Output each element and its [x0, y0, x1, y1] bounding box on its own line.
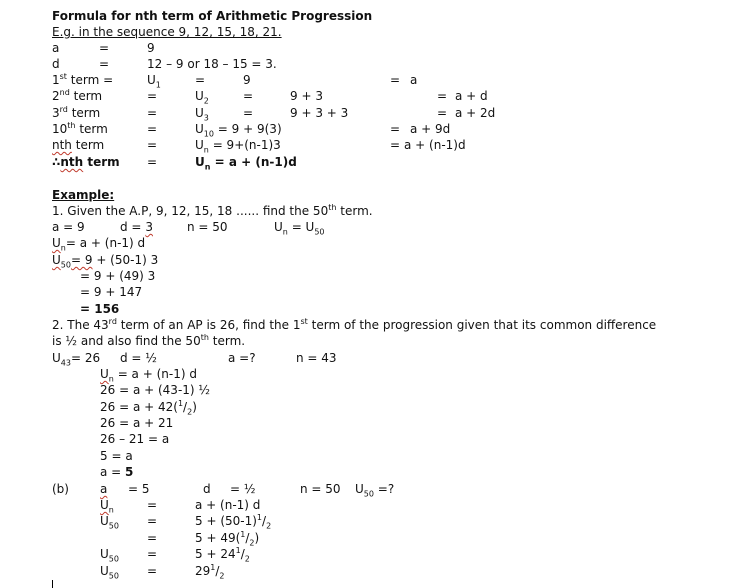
- row3-term: $U_1$: [147, 73, 161, 90]
- part-b-row4-eq: =: [147, 547, 158, 561]
- row8-label: ∴nth term: [52, 155, 120, 169]
- row2-equals: =: [99, 57, 110, 71]
- row2-value: 12 – 9 or 18 – 15 = 3.: [147, 57, 277, 71]
- row6-term: $U_{10} = 9 + 9(3)$: [195, 122, 282, 139]
- q2-step-2: 26 = a + (43-1) ½: [100, 383, 211, 397]
- row5-label: 3rd term: [52, 105, 101, 120]
- part-b-row5-label: $U_{50}$: [100, 564, 119, 581]
- part-b-row2-value: $5 + (50-1)^1/_2$: [195, 513, 272, 531]
- q2-a-value: a =?: [228, 351, 256, 365]
- row7-term: $U_n = 9+(n-1)3$: [195, 138, 281, 155]
- q2-step-4: 26 = a + 21: [100, 416, 174, 430]
- row5-equals: =: [147, 106, 158, 120]
- q2-step-3: $26 = a + 42(^1/_2)$: [100, 399, 197, 417]
- part-b-row1-value: a + (n-1) d: [195, 498, 261, 512]
- q2-d-value: d = ½: [120, 351, 157, 365]
- row3-equals: =: [195, 73, 206, 87]
- row4-value: 9 + 3: [290, 89, 323, 103]
- part-b-row4-value: $5 + 24^1/_2$: [195, 546, 250, 564]
- part-b-n: n = 50: [300, 482, 341, 496]
- part-b-row2-label: $U_{50}$: [100, 514, 119, 531]
- row8-equals: =: [147, 155, 158, 169]
- row7-equals: =: [147, 138, 158, 152]
- q2-step-7: a = 5: [100, 465, 134, 479]
- q1-step-4: = 9 + 147: [80, 285, 143, 299]
- part-b-d: d: [203, 482, 211, 496]
- row4-equals1: =: [243, 89, 254, 103]
- question-2-line1: 2. The 43rd term of an AP is 26, find the 1st term of the progression given that its common difference: [52, 317, 657, 332]
- row5-equals2: =: [437, 106, 448, 120]
- row3-value: 9: [243, 73, 251, 87]
- part-b-row4-label: $U_{50}$: [100, 547, 119, 564]
- example-sequence-line: E.g. in the sequence 9, 12, 15, 18, 21.: [52, 25, 282, 39]
- question-1: 1. Given the A.P, 9, 12, 15, 18 ...... find the 50th term.: [52, 203, 373, 218]
- part-b-row3-eq: =: [147, 531, 158, 545]
- row1-label: a: [52, 41, 60, 55]
- row6-equals2: =: [390, 122, 401, 136]
- row7-equals2: =: [390, 138, 401, 152]
- part-b-row2-eq: =: [147, 514, 158, 528]
- page-heading: Formula for nth term of Arithmetic Progression: [52, 9, 373, 23]
- row3-equals2: =: [390, 73, 401, 87]
- q2-step-6: 5 = a: [100, 449, 133, 463]
- row5-term: $U_3$: [195, 106, 209, 123]
- row3-label: 1st term =: [52, 72, 114, 87]
- row3-result: a: [410, 73, 418, 87]
- row4-equals2: =: [437, 89, 448, 103]
- row2-label: d: [52, 57, 60, 71]
- part-b-a: a: [100, 482, 108, 496]
- part-b-row5-eq: =: [147, 564, 158, 578]
- q1-step-3: = 9 + (49) 3: [80, 269, 156, 283]
- part-b-u50: $U_{50}$ =?: [355, 482, 395, 499]
- q2-u43-value: $U_{43}= 26$: [52, 351, 101, 368]
- row7-result: a + (n-1)d: [404, 138, 466, 152]
- row8-formula: $U_n = a + (n-1)d$: [195, 155, 297, 172]
- q2-step-1: $U_n = a + (n-1)$ d: [100, 367, 197, 384]
- q1-step-2: $U_{50}= 9 + (50-1)$ 3: [52, 253, 159, 270]
- part-b-row1-label: $U_n$: [100, 498, 114, 515]
- row4-equals: =: [147, 89, 158, 103]
- part-b-row1-eq: =: [147, 498, 158, 512]
- part-b-row5-value: $29^1/_2$: [195, 563, 225, 581]
- part-b-row3-value: $5 + 49(^1/_2)$: [195, 530, 260, 548]
- row6-label: 10th term: [52, 121, 108, 136]
- q1-a-value: a = 9: [52, 220, 85, 234]
- part-b-a-eq: = 5: [128, 482, 150, 496]
- row5-value: 9 + 3 + 3: [290, 106, 349, 120]
- q1-answer: = 156: [80, 302, 120, 316]
- row4-result: a + d: [455, 89, 488, 103]
- q1-n-value: n = 50: [187, 220, 228, 234]
- q1-step-1: $U_n= a + (n-1)$ d: [52, 236, 146, 253]
- part-b-label: (b): [52, 482, 69, 496]
- row5-equals1: =: [243, 106, 254, 120]
- row6-equals: =: [147, 122, 158, 136]
- row1-equals: =: [99, 41, 110, 55]
- q2-step-5: 26 – 21 = a: [100, 432, 170, 446]
- row4-term: $U_2$: [195, 89, 209, 106]
- row5-result: a + 2d: [455, 106, 496, 120]
- row1-value: 9: [147, 41, 155, 55]
- row4-label: 2nd term: [52, 88, 103, 103]
- question-2-line2: is ½ and also find the 50th term.: [52, 333, 246, 348]
- example-title: Example:: [52, 188, 115, 202]
- q1-u-value: $U_n = U_{50}$: [274, 220, 325, 237]
- row6-result: a + 9d: [410, 122, 451, 136]
- text-cursor: [52, 580, 53, 588]
- part-b-d-eq: = ½: [230, 482, 256, 496]
- row7-label: nth term: [52, 138, 105, 152]
- q1-d-value: d = 3: [120, 220, 153, 234]
- q2-n-value: n = 43: [296, 351, 337, 365]
